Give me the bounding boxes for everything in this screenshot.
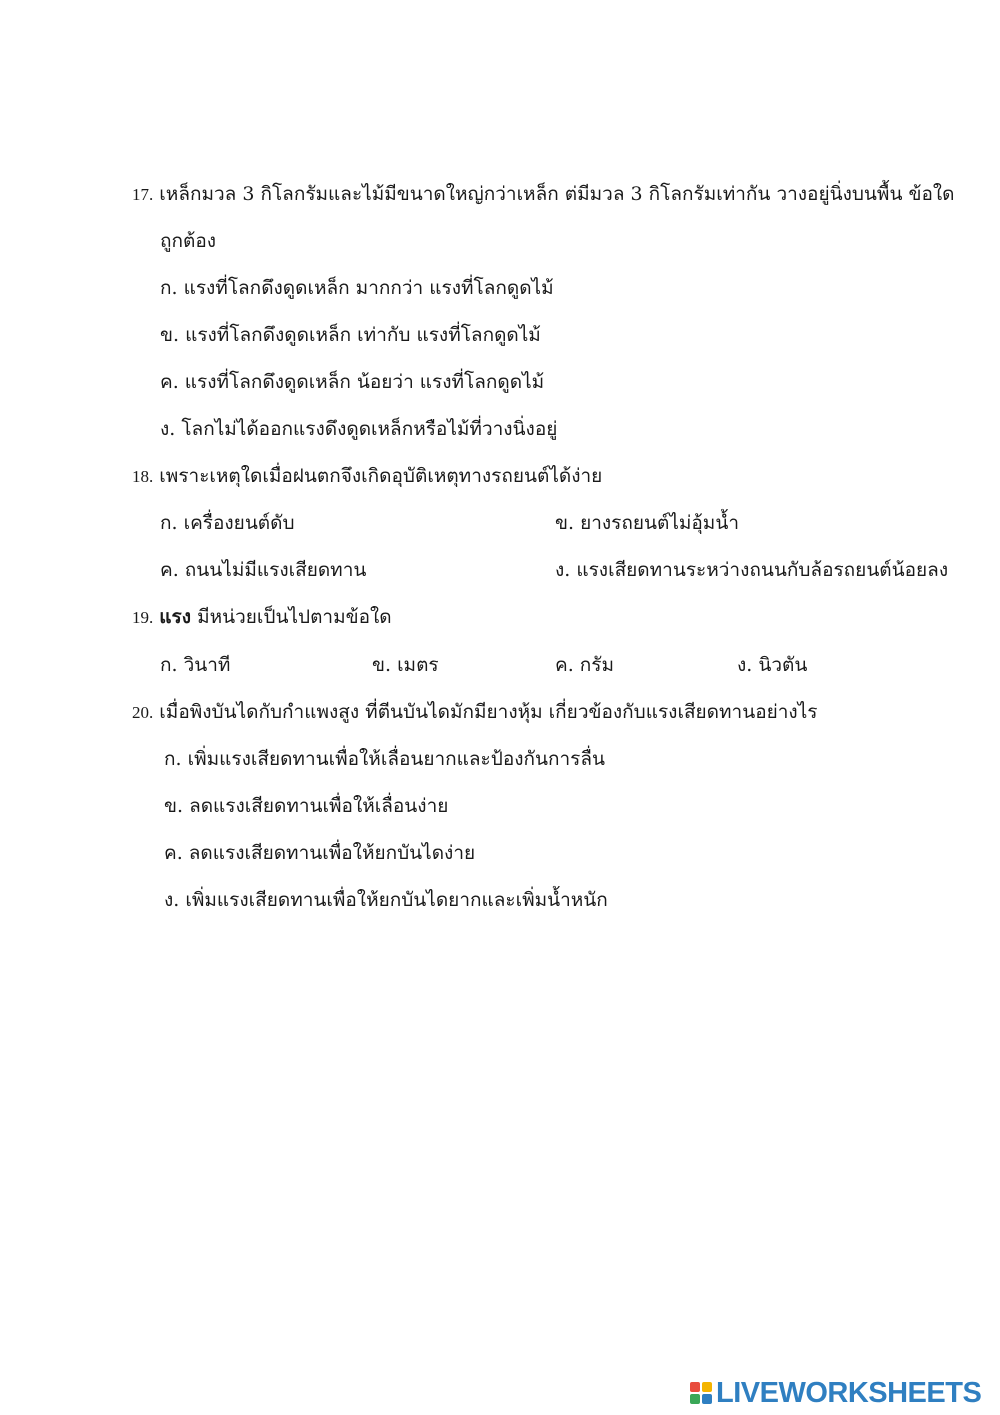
question-number: 17. — [132, 185, 154, 204]
option-20-b: ข. ลดแรงเสียดทานเพื่อให้เลื่อนง่าย — [164, 795, 449, 817]
option-18-c: ค. ถนนไม่มีแรงเสียดทาน — [160, 559, 367, 581]
question-number: 19. — [132, 608, 154, 627]
question-20 — [132, 700, 817, 725]
question-text: เมื่อพิงบันไดกับกำแพงสูง ที่ตีนบันไดมักมียางหุ้ม เกี่ยวข้องกับแรงเสียดทานอย่างไร — [159, 701, 818, 723]
question-keyword: แรง — [159, 606, 192, 628]
option-19-b: ข. เมตร — [372, 654, 439, 676]
question-number: 20. — [132, 703, 154, 722]
option-17-c: ค. แรงที่โลกดึงดูดเหล็ก น้อยว่า แรงที่โลกดูดไม้ — [160, 371, 545, 393]
option-19-a: ก. วินาที — [160, 654, 231, 676]
question-17-line-1 — [132, 182, 955, 207]
question-number: 18. — [132, 467, 154, 486]
option-20-d: ง. เพิ่มแรงเสียดทานเพื่อให้ยกบันไดยากและเพิ่มน้ำหนัก — [164, 889, 608, 911]
option-18-d: ง. แรงเสียดทานระหว่างถนนกับล้อรถยนต์น้อยลง — [555, 559, 949, 581]
option-18-b: ข. ยางรถยนต์ไม่อุ้มน้ำ — [555, 512, 739, 534]
option-18-a: ก. เครื่องยนต์ดับ — [160, 512, 295, 534]
option-20-a: ก. เพิ่มแรงเสียดทานเพื่อให้เลื่อนยากและป้องกันการลื่น — [164, 748, 606, 770]
option-19-c: ค. กรัม — [555, 654, 615, 676]
option-17-d: ง. โลกไม่ได้ออกแรงดึงดูดเหล็กหรือไม้ที่วางนิ่งอยู่ — [160, 418, 558, 440]
question-18 — [132, 464, 602, 489]
option-19-d: ง. นิวตัน — [737, 654, 808, 676]
question-19 — [132, 605, 392, 630]
question-17-line-2: ถูกต้อง — [160, 230, 217, 252]
liveworksheets-logo-icon — [690, 1382, 712, 1404]
option-17-b: ข. แรงที่โลกดึงดูดเหล็ก เท่ากับ แรงที่โลกดูดไม้ — [160, 324, 541, 346]
liveworksheets-logo — [690, 1376, 981, 1410]
question-text: มีหน่วยเป็นไปตามข้อใด — [191, 606, 392, 628]
option-17-a: ก. แรงที่โลกดึงดูดเหล็ก มากกว่า แรงที่โลกดูดไม้ — [160, 277, 554, 299]
question-text: เหล็กมวล 3 กิโลกรัมและไม้มีขนาดใหญ่กว่าเหล็ก ต่มีมวล 3 กิโลกรัมเท่ากัน วางอยู่นิ่งบนพื้น ข้อใด — [159, 183, 955, 205]
option-20-c: ค. ลดแรงเสียดทานเพื่อให้ยกบันไดง่าย — [164, 842, 476, 864]
logo-text: LIVEWORKSHEETS — [716, 1376, 982, 1409]
question-text: เพราะเหตุใดเมื่อฝนตกจึงเกิดอุบัติเหตุทางรถยนต์ได้ง่าย — [159, 465, 603, 487]
